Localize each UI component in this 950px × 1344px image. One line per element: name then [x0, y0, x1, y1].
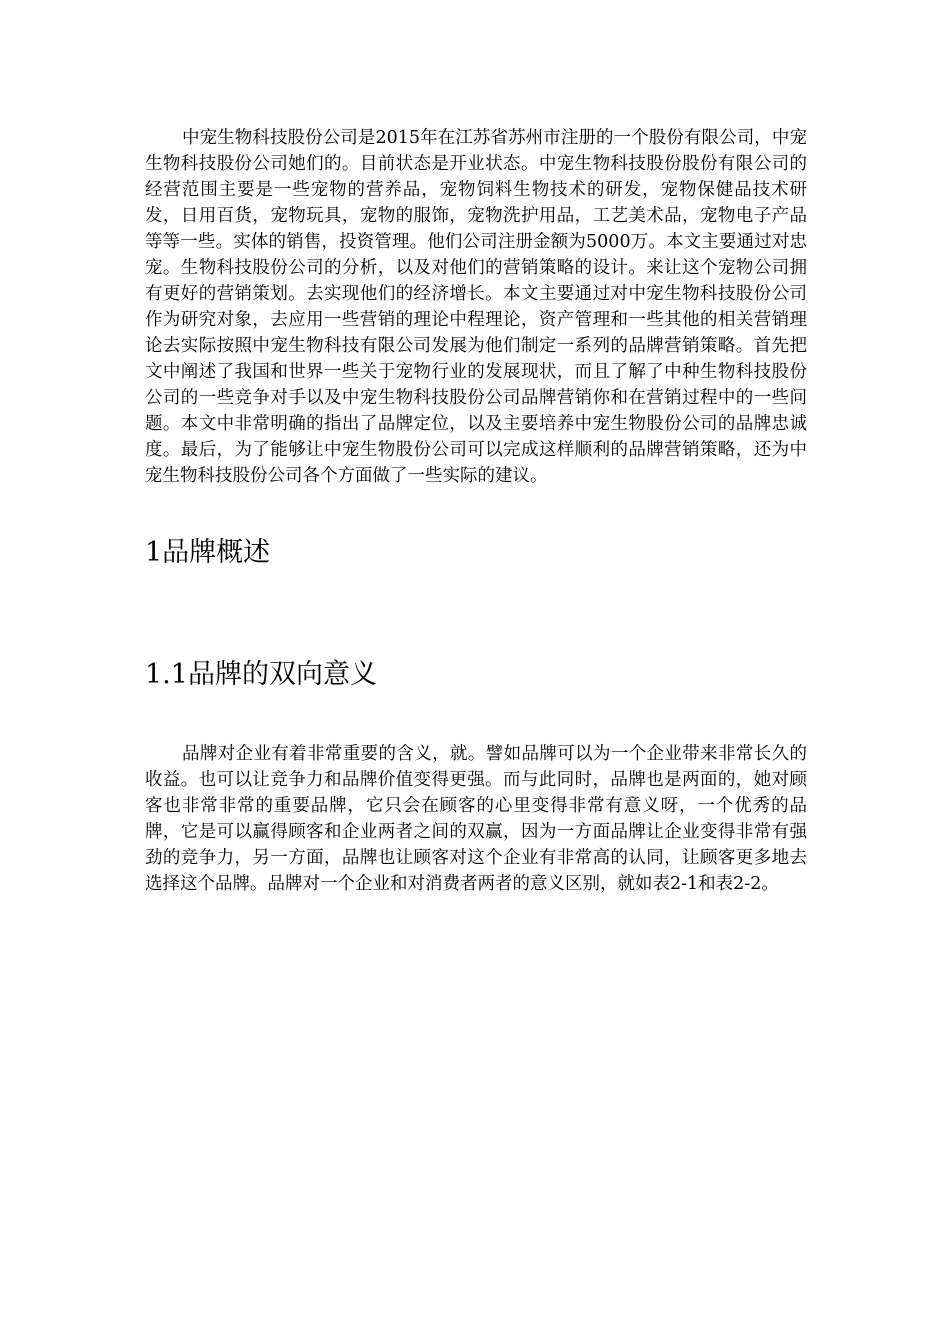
subsection-heading-brand-meaning: 1.1品牌的双向意义: [145, 659, 377, 690]
brand-meaning-paragraph: 品牌对企业有着非常重要的含义，就。譬如品牌可以为一个企业带来非常长久的收益。也可以让竞争力和品牌价值变得更强。而与此同时，品牌也是两面的，她对顾客也非常非常的重要品牌，它只会在顾客的心里变得非常有意义呀，一个优秀的品牌，它是可以赢得顾客和企业两者之间的双赢，因为一方面品牌让企业变得非常有强劲的竞争力，另一方面，品牌也让顾客对这个企业有非常高的认同，让顾客更多地去选择这个品牌。品牌对一个企业和对消费者两者的意义区别，就如表2-1和表2-2。: [145, 744, 807, 894]
section-heading-brand-overview: 1品牌概述: [145, 537, 271, 568]
intro-paragraph: 中宠生物科技股份公司是2015年在江苏省苏州市注册的一个股份有限公司，中宠生物科技股份公司她们的。目前状态是开业状态。中宠生物科技股份股份有限公司的经营范围主要是一些宠物的营养品，宠物饲料生物技术的研发，宠物保健品技术研发，日用百货，宠物玩具，宠物的服饰，宠物洗护用品，工艺美术品，宠物电子产品等等一些。实体的销售，投资管理。他们公司注册金额为5000万。本文主要通过对忠宠。生物科技股份公司的分析，以及对他们的营销策略的设计。来让这个宠物公司拥有更好的营销策划。去实现他们的经济增长。本文主要通过对中宠生物科技股份公司作为研究对象，去应用一些营销的理论中程理论，资产管理和一些其他的相关营销理论去实际按照中宠生物科技有限公司发展为他们制定一系列的品牌营销策略。首先把文中阐述了我国和世界一些关于宠物行业的发展现状，而且了解了中种生物科技股份公司的一些竞争对手以及中宠生物科技股份公司品牌营销你和在营销过程中的一些问题。本文中非常明确的指出了品牌定位，以及主要培养中宠生物股份公司的品牌忠诚度。最后，为了能够让中宠生物股份公司可以完成这样顺利的品牌营销策略，还为中宠生物科技股份公司各个方面做了一些实际的建议。: [145, 128, 807, 486]
